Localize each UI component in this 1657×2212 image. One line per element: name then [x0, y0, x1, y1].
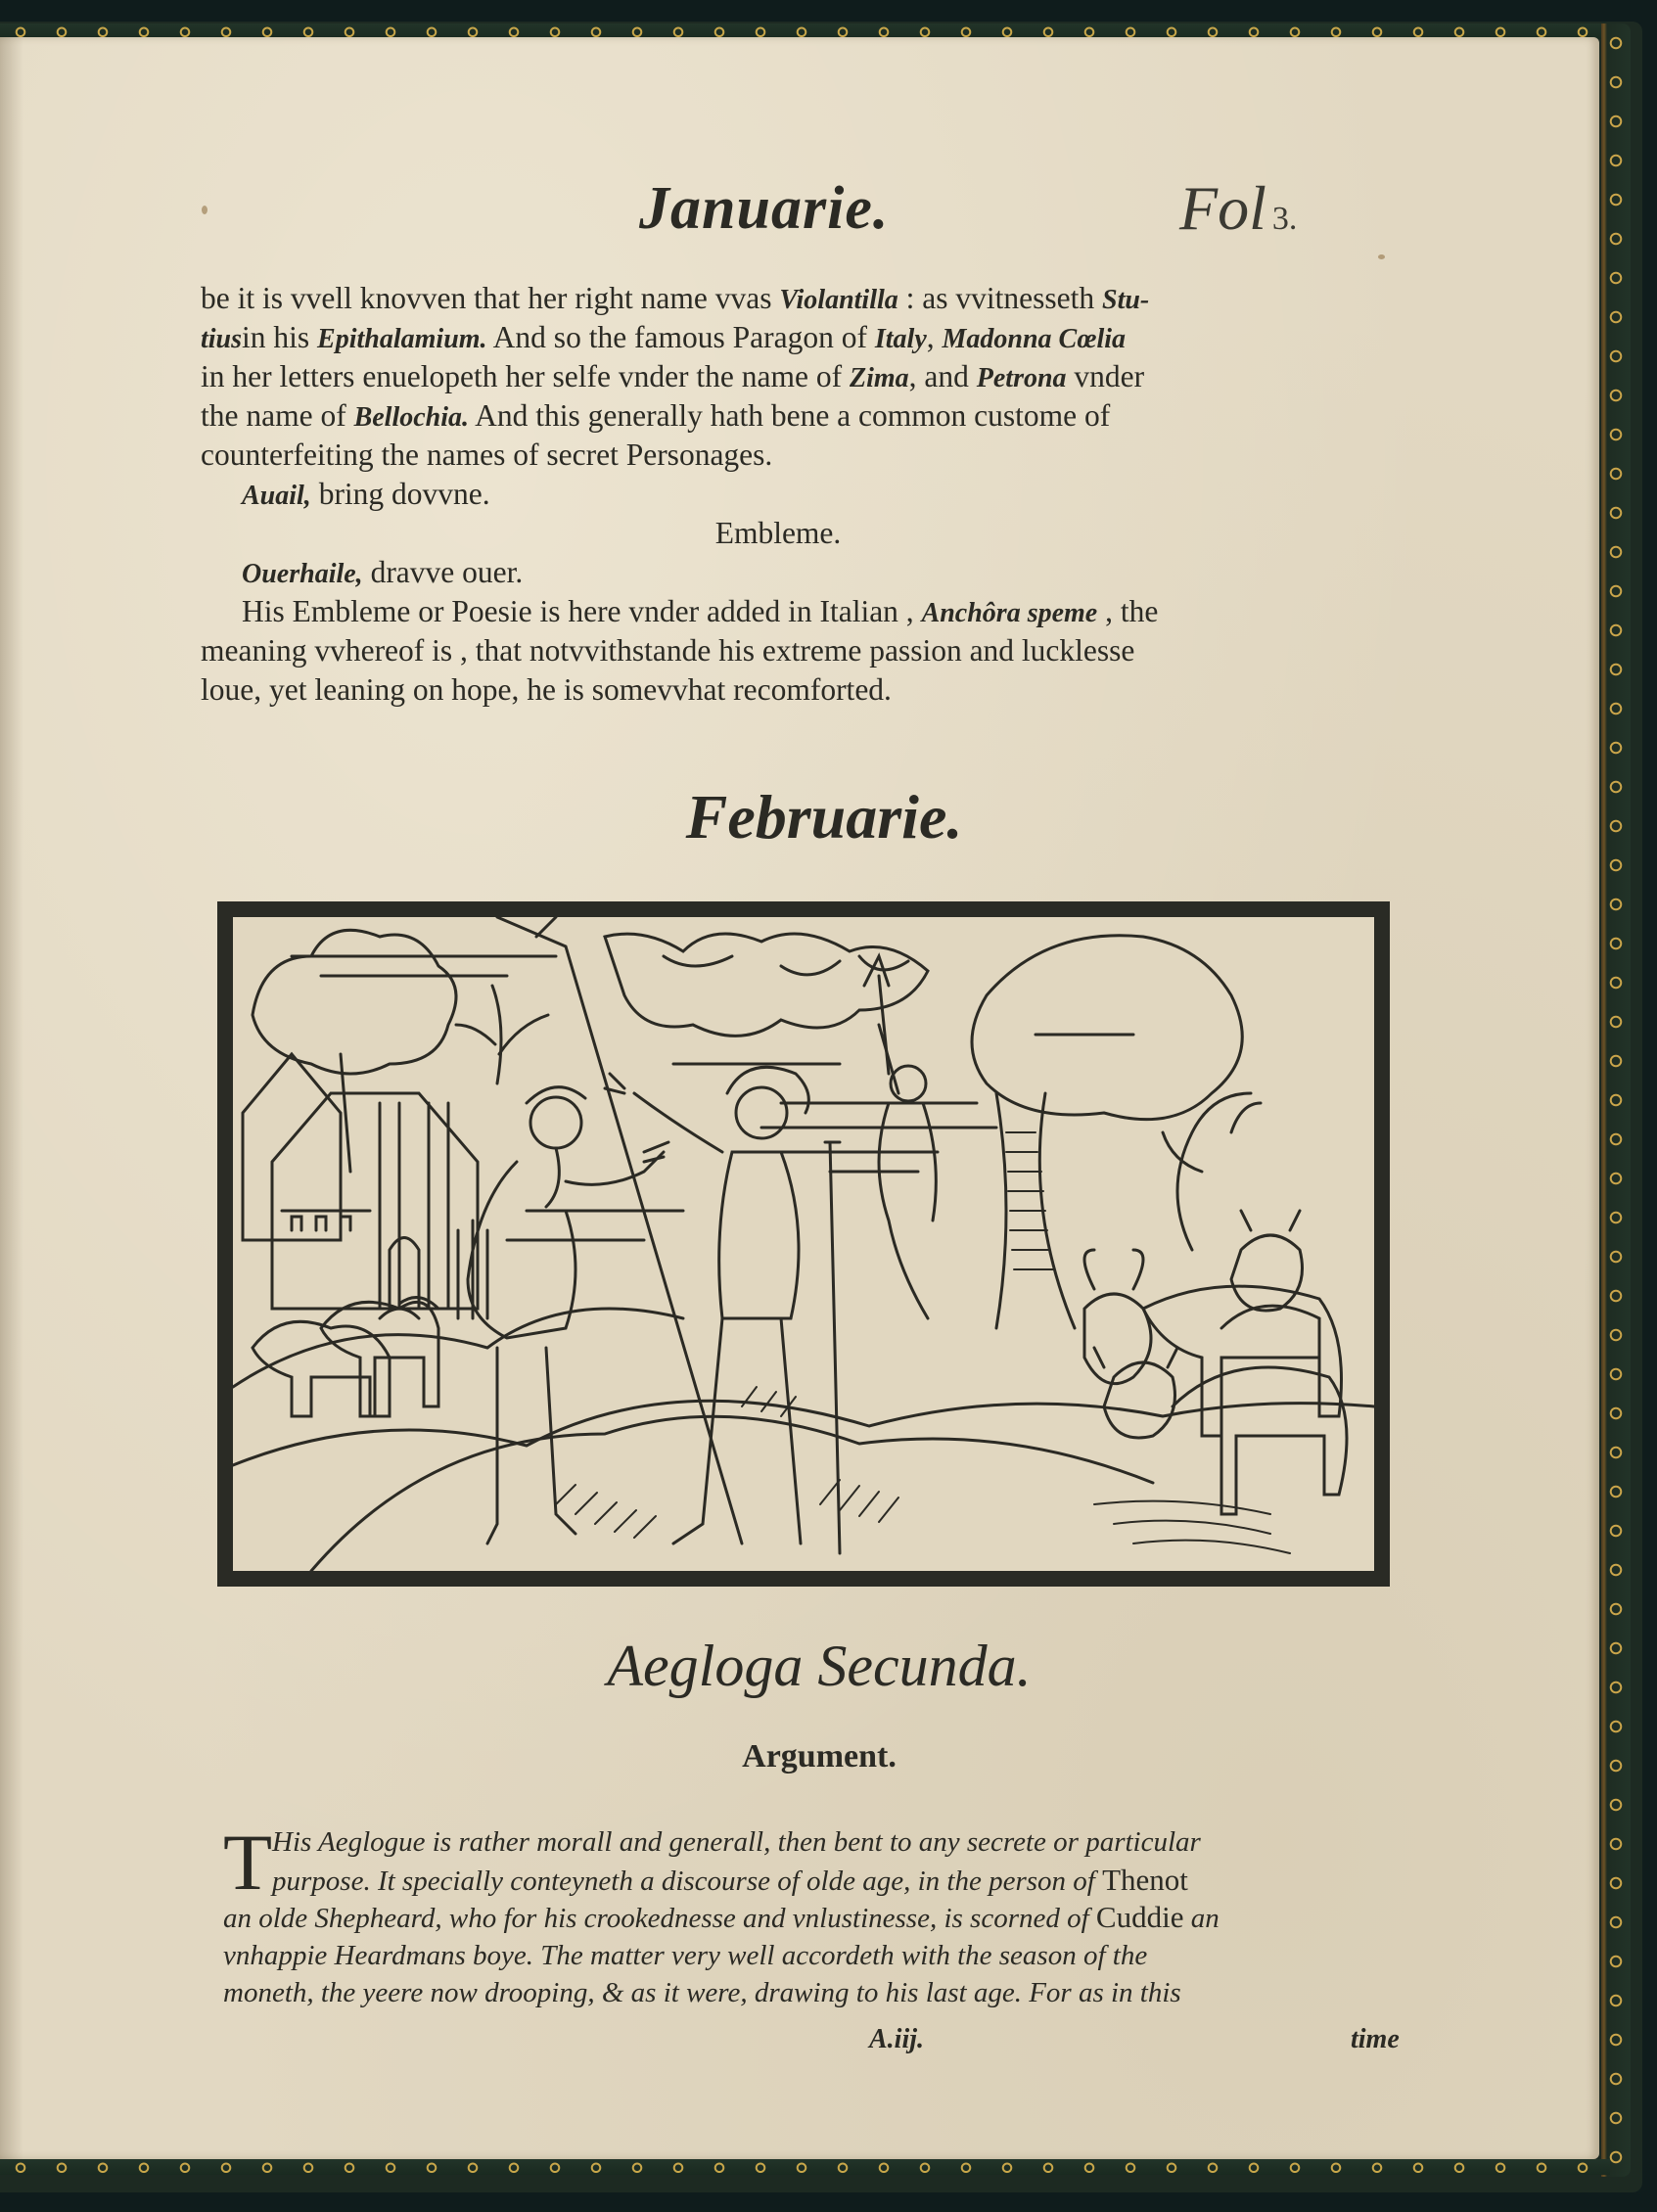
gloss-line [201, 592, 1356, 631]
text-run: vnder [1066, 359, 1145, 393]
text-run: in his [242, 320, 318, 354]
signature-mark: A.iij. [869, 2024, 925, 2054]
month-heading: Februarie. [685, 782, 963, 852]
gloss-line [201, 631, 1356, 670]
section-label [201, 514, 1356, 553]
italic-term: Anchôra speme [921, 598, 1098, 628]
woman-with-axe [864, 956, 936, 1318]
eclogue-heading: Aegloga Secunda. [607, 1634, 1032, 1698]
gloss-line [201, 436, 1356, 475]
italic-term: Violantilla [779, 285, 898, 315]
italic-term: Italy [874, 324, 927, 354]
text-run: loue, yet leaning on hope, he is somevvhat recomforted. [201, 672, 892, 707]
text-run: purpose. It specially conteyneth a discourse of olde age, in the person of [272, 1865, 1103, 1897]
paper-speck [1378, 254, 1385, 259]
text-run: His Aeglogue is rather morall and generall, then bent to any secrete or particular [272, 1826, 1201, 1858]
hill [311, 1416, 1153, 1571]
text-run: , the [1097, 594, 1159, 628]
italic-term: tius [201, 324, 243, 354]
gloss-line [201, 318, 1356, 357]
argument-line [223, 1823, 1383, 1862]
drop-cap: T [223, 1818, 273, 1907]
gloss-text-block [201, 279, 1356, 710]
vine [1163, 1093, 1261, 1250]
text-run: His Embleme or Poesie is here vnder added in Italian , [242, 594, 922, 628]
italic-term: Zima [849, 363, 909, 393]
italic-term: Petrona [976, 363, 1067, 393]
argument-text-block [223, 1818, 1383, 2012]
text-run: moneth, the yeere now drooping, & as it were, drawing to his last age. For as in this [223, 1977, 1181, 2008]
text-run: , [926, 320, 943, 354]
gloss-line [201, 475, 1356, 514]
argument-line [223, 1862, 1383, 1900]
italic-term: Madonna Cœlia [942, 324, 1127, 354]
text-run: dravve ouer. [362, 555, 524, 589]
cattle-herd [1084, 1250, 1347, 1514]
text-run: the name of [201, 398, 354, 433]
text-run: bring dovvne. [310, 477, 490, 511]
folio-label: Fol [1179, 173, 1266, 243]
gloss-line [201, 670, 1356, 710]
gloss-line [201, 553, 1356, 592]
text-run: counterfeiting the names of secret Personages. [201, 438, 773, 472]
text-run: vnhappie Heardmans boye. The matter very well accordeth with the season of the [223, 1939, 1148, 1971]
catchword: time [1351, 2024, 1400, 2054]
running-head [0, 145, 1599, 253]
folio [1179, 172, 1297, 245]
gilt-edge-bottom [0, 2159, 1610, 2175]
italic-term: Epithalamium. [317, 324, 487, 354]
running-head-title: Januarie. [639, 175, 890, 242]
text-run: an olde Shepheard, who for his crookednesse and vnlustinesse, is scorned of [223, 1903, 1096, 1934]
argument-line [223, 1974, 1383, 2012]
woodcut-image [233, 917, 1374, 1571]
text-run: , and [908, 359, 977, 393]
shepherd-thenot [468, 917, 742, 1544]
gilt-edge-right [1601, 23, 1631, 2177]
text-run: And this generally hath bene a common custome of [469, 398, 1111, 433]
argument-line [223, 1899, 1383, 1937]
character-name: Cuddie [1095, 1900, 1184, 1934]
gloss-line [201, 357, 1356, 396]
book-page [0, 37, 1599, 2159]
folio-number: 3. [1271, 201, 1298, 237]
text-run: Embleme. [714, 516, 842, 550]
tree-right [972, 936, 1242, 1328]
gloss-line [201, 279, 1356, 318]
text-run: meaning vvhereof is , that notvvithstande his extreme passion and lucklesse [201, 633, 1135, 668]
woodcut-illustration [217, 901, 1390, 1587]
gloss-line [201, 396, 1356, 436]
text-run: in her letters enuelopeth her selfe vnder the name of [201, 359, 850, 393]
italic-term: Bellochia. [353, 402, 470, 433]
page-footer [0, 2014, 1599, 2053]
italic-term: Auail, [242, 481, 311, 511]
tree-left [253, 930, 456, 1074]
sheep-flock [253, 1298, 438, 1416]
argument-heading: Argument. [742, 1738, 897, 1774]
text-run: an [1183, 1903, 1220, 1934]
italic-term: Stu- [1102, 285, 1150, 315]
text-run: : as vvitnesseth [898, 281, 1102, 315]
text-run: And so the famous Paragon of [486, 320, 875, 354]
argument-line [223, 1937, 1383, 1975]
text-run: be it is vvell knovven that her right name vvas [201, 281, 780, 315]
italic-term: Ouerhaile, [242, 559, 363, 589]
page-gutter-shadow [0, 37, 23, 2159]
character-name: Thenot [1102, 1862, 1188, 1897]
